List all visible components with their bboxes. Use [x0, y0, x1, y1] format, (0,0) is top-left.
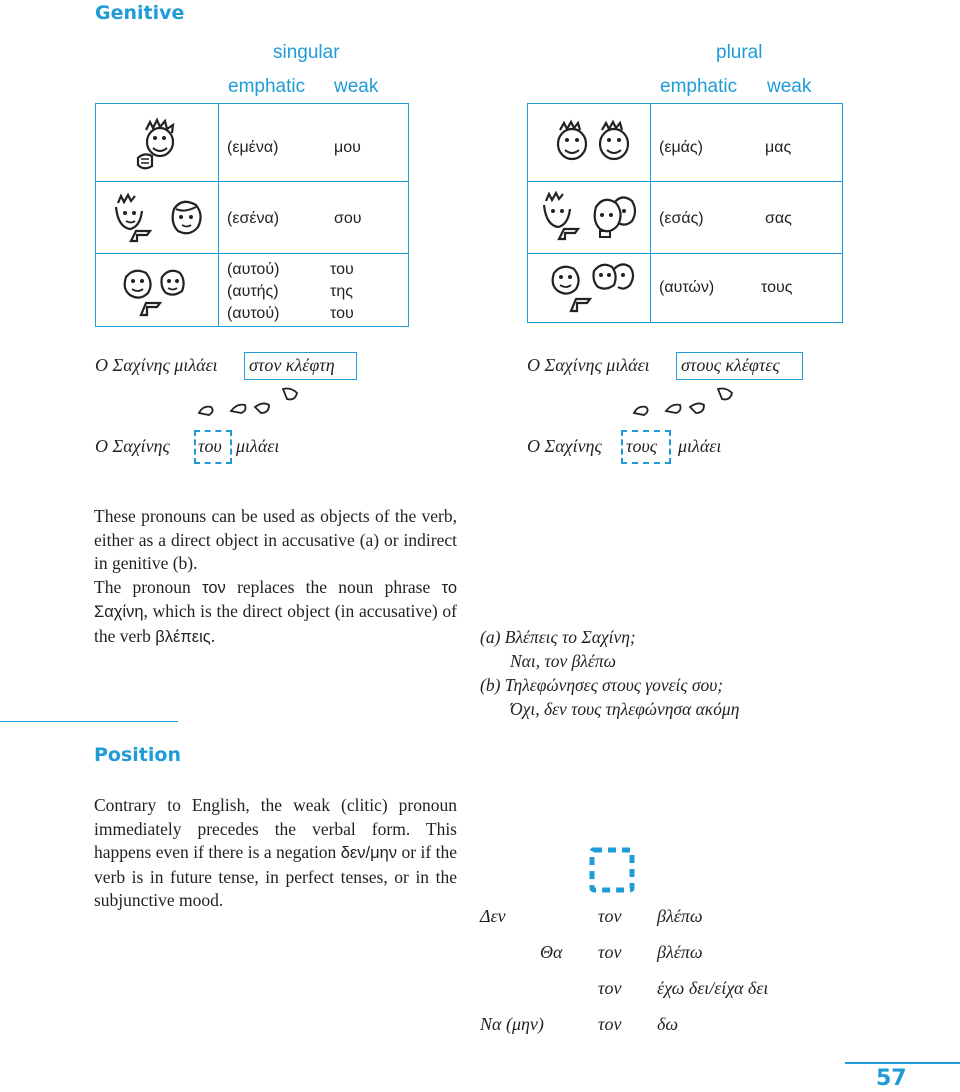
page-number-rule	[845, 1062, 960, 1064]
sg-3-weak-neut: του	[330, 305, 354, 322]
section-heading-position: Position	[94, 744, 181, 766]
sg-3-weak-masc: του	[330, 261, 354, 278]
speaker-pointing-others-icon	[550, 261, 646, 317]
plural-weak-label: weak	[767, 76, 812, 97]
pl-clitic-box	[621, 430, 671, 464]
conj-4-pre: Να (μην)	[480, 1014, 544, 1034]
sg-example-verb: μιλάει	[236, 436, 280, 456]
section-heading-genitive: Genitive	[95, 2, 185, 24]
sg-example-noun: στον κλέφτη	[249, 355, 335, 375]
pl-2-emphatic: (εσάς)	[659, 210, 704, 227]
sg-clitic-box	[194, 430, 232, 464]
conj-2-verb: βλέπω	[657, 942, 703, 962]
pl-3-emphatic: (αυτών)	[659, 279, 715, 296]
pl-3-weak: τους	[761, 279, 793, 296]
section-divider	[0, 721, 178, 722]
two-speakers-face-icon	[552, 120, 642, 168]
conj-3-verb: έχω δει/είχα δει	[657, 978, 769, 998]
footprints-arrow-icon	[195, 385, 305, 421]
conj-2-pre: Θα	[540, 942, 563, 962]
sg-3-emphatic-masc: (αυτού)	[227, 261, 280, 278]
speaker-face-icon	[134, 118, 184, 173]
sg-1-weak: μου	[334, 139, 361, 156]
pl-example-noun: στους κλέφτες	[681, 355, 780, 375]
example-a-answer: Ναι, τον βλέπω	[510, 651, 616, 671]
sg-example-line2-text: Ο Σαχίνης	[95, 436, 170, 456]
conj-3-pron: τον	[598, 978, 622, 998]
sg-example-noun-box	[244, 352, 357, 380]
singular-weak-label: weak	[334, 76, 379, 97]
sg-example-line1-text: Ο Σαχίνης μιλάει	[95, 355, 218, 375]
conj-1-verb: βλέπω	[657, 906, 703, 926]
pl-example-line2-text: Ο Σαχίνης	[527, 436, 602, 456]
sg-2-weak: σου	[334, 210, 362, 227]
conj-1-pre: Δεν	[480, 906, 506, 926]
explanation-paragraph	[94, 505, 457, 649]
speaker-pointing-listeners-icon	[540, 191, 640, 247]
pl-2-weak: σας	[765, 210, 792, 227]
sg-2-emphatic: (εσένα)	[227, 210, 280, 227]
dashed-square-icon	[588, 846, 638, 896]
speaker-pointing-listener-icon	[110, 193, 210, 245]
plural-title: plural	[716, 42, 763, 63]
sg-clitic: του	[198, 436, 222, 456]
example-a-question: (a) Βλέπεις το Σαχίνη;	[480, 627, 636, 647]
pl-1-emphatic: (εμάς)	[659, 139, 703, 156]
page-number: 57	[876, 1066, 907, 1091]
speaker-pointing-third-person-icon	[120, 263, 210, 319]
pl-example-noun-box	[676, 352, 803, 380]
sg-1-emphatic: (εμένα)	[227, 139, 279, 156]
conj-1-pron: τον	[598, 906, 622, 926]
example-b-question: (b) Τηλεφώνησες στους γονείς σου;	[480, 675, 724, 695]
pl-clitic: τους	[626, 436, 658, 456]
pl-1-weak: μας	[765, 139, 792, 156]
sg-3-emphatic-neut: (αυτού)	[227, 305, 280, 322]
sg-3-weak-fem: της	[330, 283, 353, 300]
position-paragraph: Contrary to English, the weak (clitic) pronoun immediately precedes the verbal form. This happens even if there is a negation δεν/μην or if the verb is in future tense, in perfect tenses, or in the subjunctive mood.	[94, 795, 457, 910]
pl-example-verb: μιλάει	[678, 436, 722, 456]
conj-4-verb: δω	[657, 1014, 679, 1034]
explanation-p1: These pronouns can be used as objects of the verb, either as a direct object in accusative (a) or indirect in genitive (b).	[94, 506, 457, 573]
conj-4-pron: τον	[598, 1014, 622, 1034]
singular-title: singular	[273, 42, 340, 63]
footprints-arrow-icon	[630, 385, 740, 421]
sg-3-emphatic-fem: (αυτής)	[227, 283, 279, 300]
conj-2-pron: τον	[598, 942, 622, 962]
example-b-answer: Όχι, δεν τους τηλεφώνησα ακόμη	[510, 699, 740, 719]
singular-emphatic-label: emphatic	[228, 76, 306, 97]
explanation-p2: The pronoun τον replaces the noun phrase το Σαχίνη, which is the direct object (in accusative) of the verb βλέπεις.	[94, 576, 457, 646]
pl-example-line1-text: Ο Σαχίνης μιλάει	[527, 355, 650, 375]
plural-emphatic-label: emphatic	[660, 76, 738, 97]
